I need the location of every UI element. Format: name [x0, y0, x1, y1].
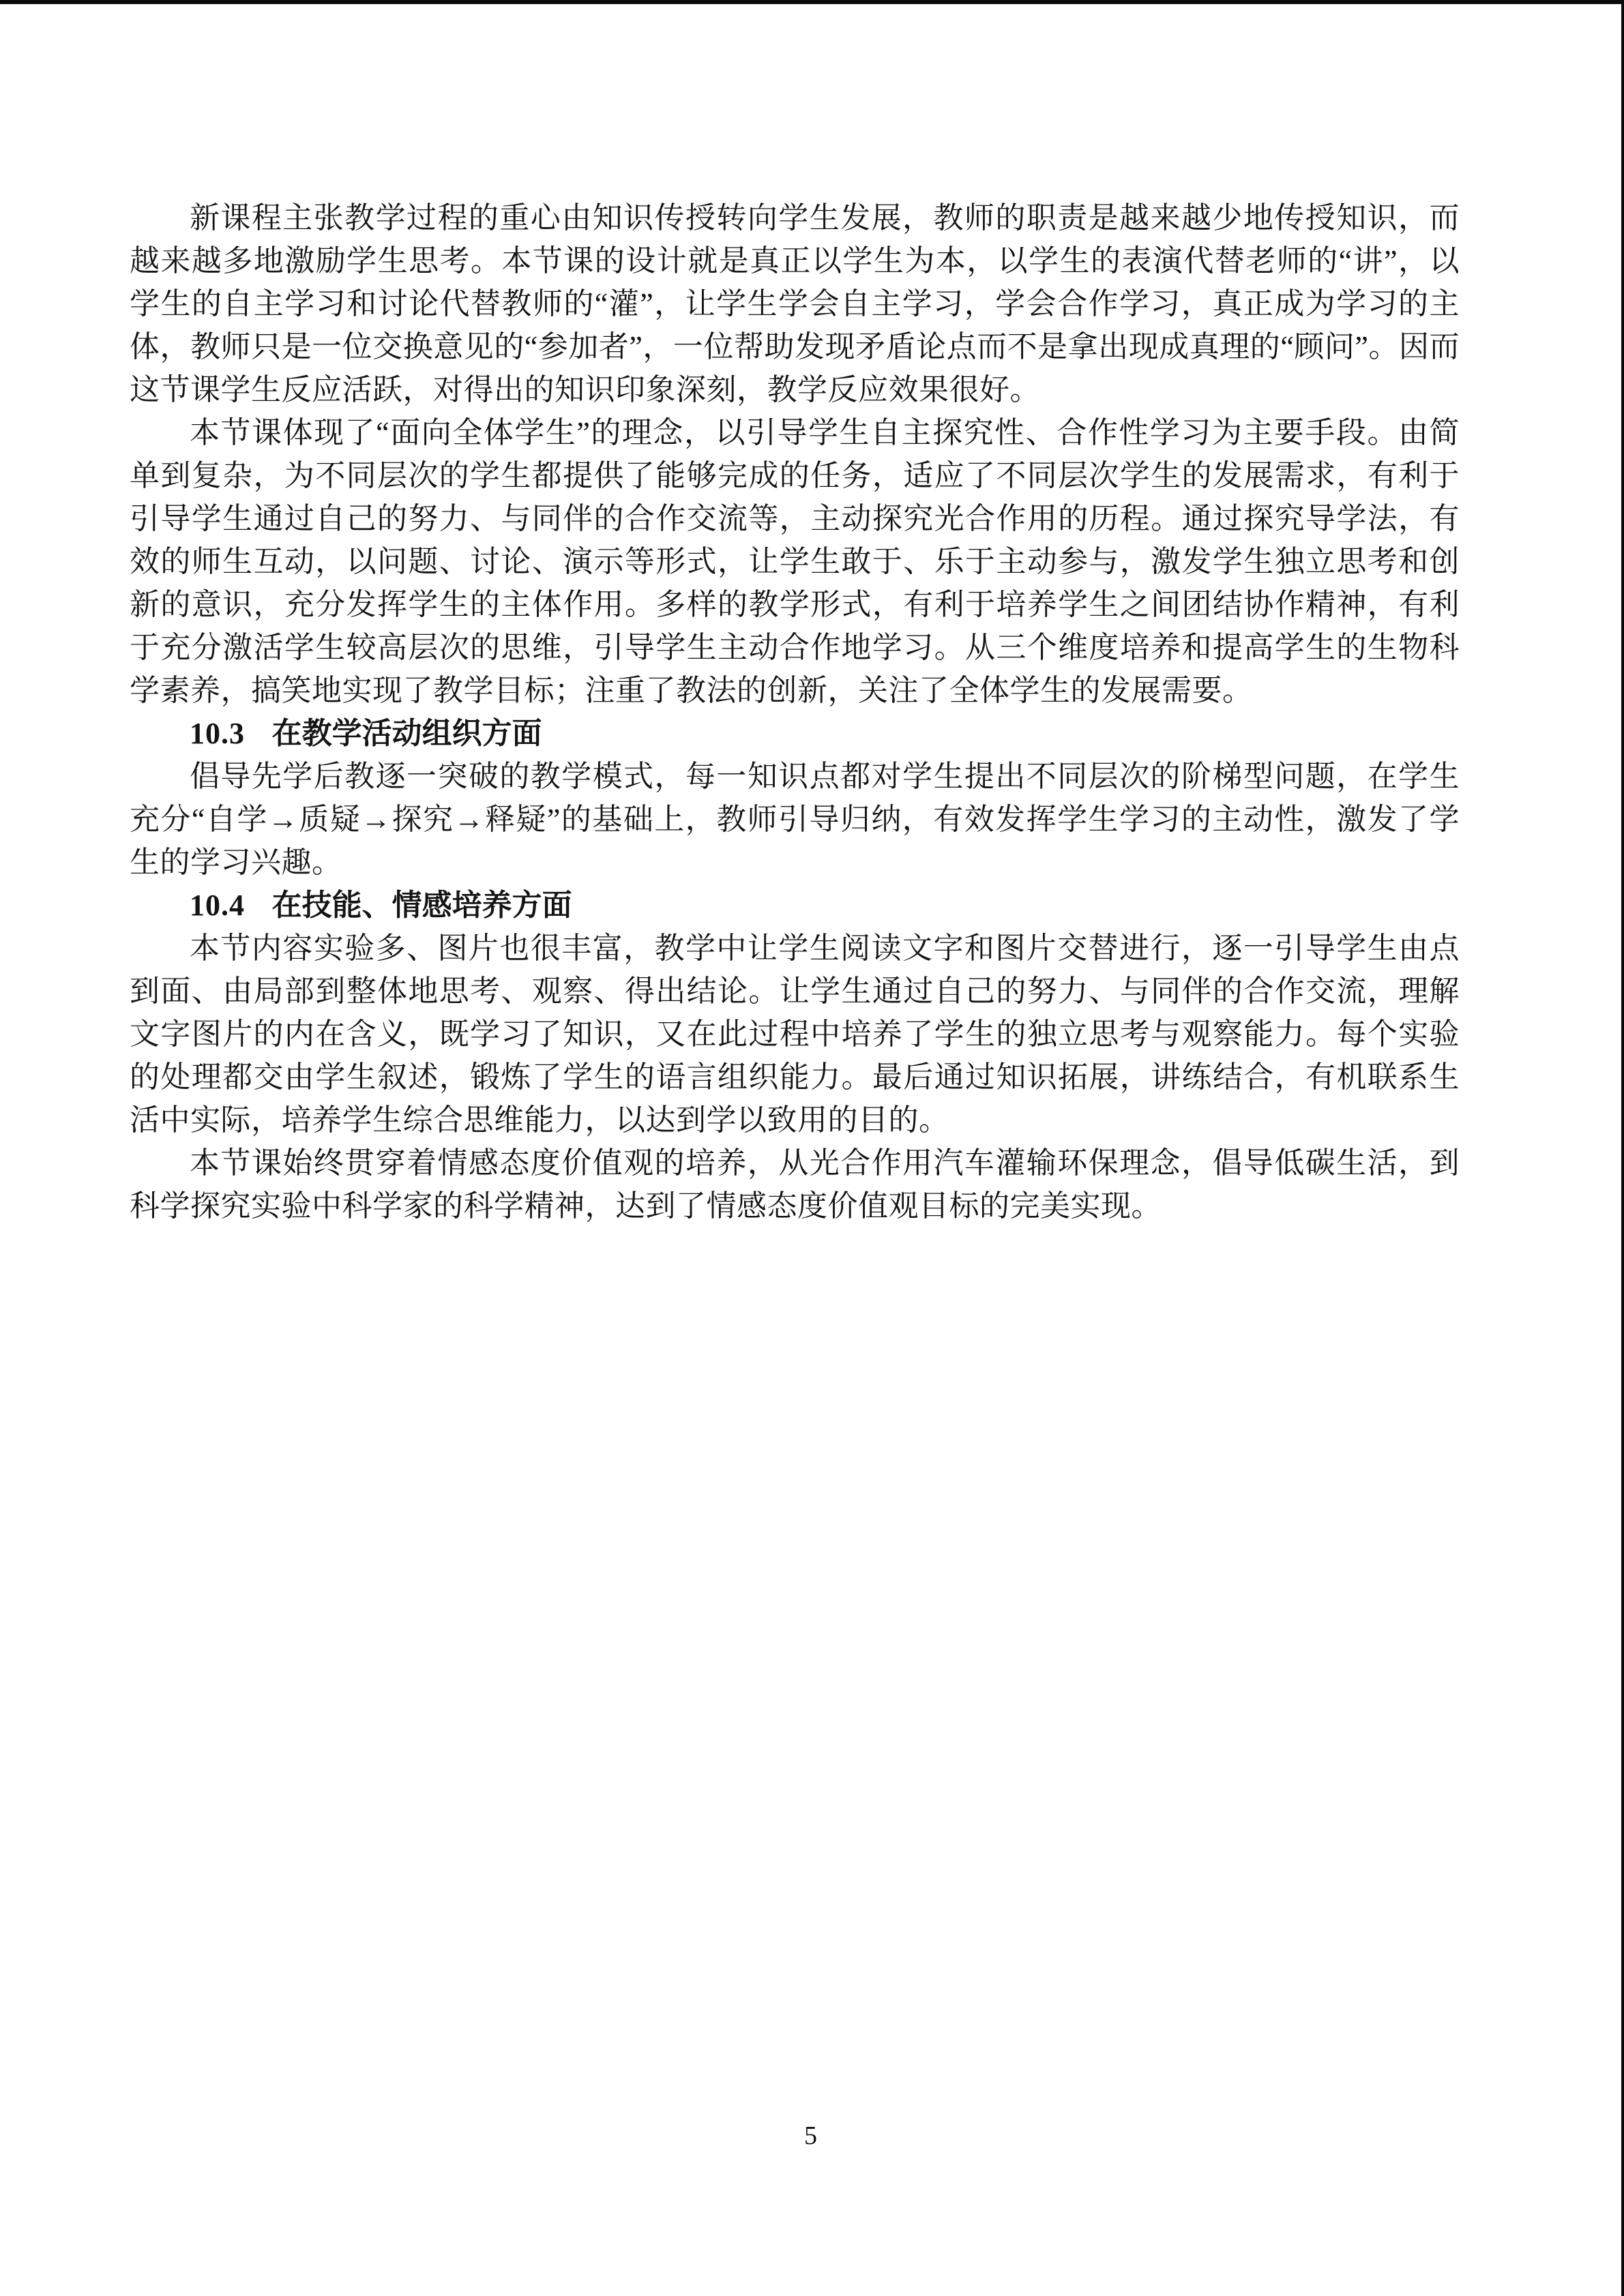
section-number: 10.4 [190, 889, 245, 922]
page-top-edge [0, 0, 1624, 4]
section-heading-10-3 [130, 712, 1460, 755]
body-paragraph-2: 本节课体现了“面向全体学生”的理念，以引导学生自主探究性、合作性学习为主要手段。由简单到复杂，为不同层次的学生都提供了能够完成的任务，适应了不同层次学生的发展需求，有利于引导学生通过自己的努力、与同伴的合作交流等，主动探究光合作用的历程。通过探究导学法，有效的师生互动，以问题、讨论、演示等形式，让学生敢于、乐于主动参与，激发学生独立思考和创新的意识，充分发挥学生的主体作用。多样的教学形式，有利于培养学生之间团结协作精神，有利于充分激活学生较高层次的思维，引导学生主动合作地学习。从三个维度培养和提高学生的生物科学素养，搞笑地实现了教学目标；注重了教法的创新，关注了全体学生的发展需要。 [130, 416, 1460, 707]
body-paragraph-1: 新课程主张教学过程的重心由知识传授转向学生发展，教师的职责是越来越少地传授知识，而越来越多地激励学生思考。本节课的设计就是真正以学生为本，以学生的表演代替老师的“讲”，以学生的自主学习和讨论代替教师的“灌”，让学生学会自主学习，学会合作学习，真正成为学习的主体，教师只是一位交换意见的“参加者”，一位帮助发现矛盾论点而不是拿出现成真理的“顾问”。因而这节课学生反应活跃，对得出的知识印象深刻，教学反应效果很好。 [130, 201, 1460, 406]
section-heading-10-4 [130, 884, 1460, 927]
document-body [130, 196, 1460, 1227]
section-number: 10.3 [190, 717, 245, 750]
body-paragraph-4: 本节内容实验多、图片也很丰富，教学中让学生阅读文字和图片交替进行，逐一引导学生由点到面、由局部到整体地思考、观察、得出结论。让学生通过自己的努力、与同伴的合作交流，理解文字图片的内在含义，既学习了知识，又在此过程中培养了学生的独立思考与观察能力。每个实验的处理都交由学生叙述，锻炼了学生的语言组织能力。最后通过知识拓展，讲练结合，有机联系生活中实际，培养学生综合思维能力，以达到学以致用的目的。 [130, 931, 1460, 1137]
section-title: 在教学活动组织方面 [271, 717, 542, 750]
body-paragraph-5: 本节课始终贯穿着情感态度价值观的培养，从光合作用汽车灌输环保理念，倡导低碳生活，到科学探究实验中科学家的科学精神，达到了情感态度价值观目标的完美实现。 [130, 1146, 1460, 1223]
section-title: 在技能、情感培养方面 [271, 889, 572, 922]
page-number: 5 [804, 2121, 817, 2150]
body-paragraph-3: 倡导先学后教逐一突破的教学模式，每一知识点都对学生提出不同层次的阶梯型问题，在学生充分“自学→质疑→探究→释疑”的基础上，教师引导归纳，有效发挥学生学习的主动性，激发了学生的学习兴趣。 [130, 760, 1460, 879]
page-right-edge [1621, 0, 1624, 2296]
